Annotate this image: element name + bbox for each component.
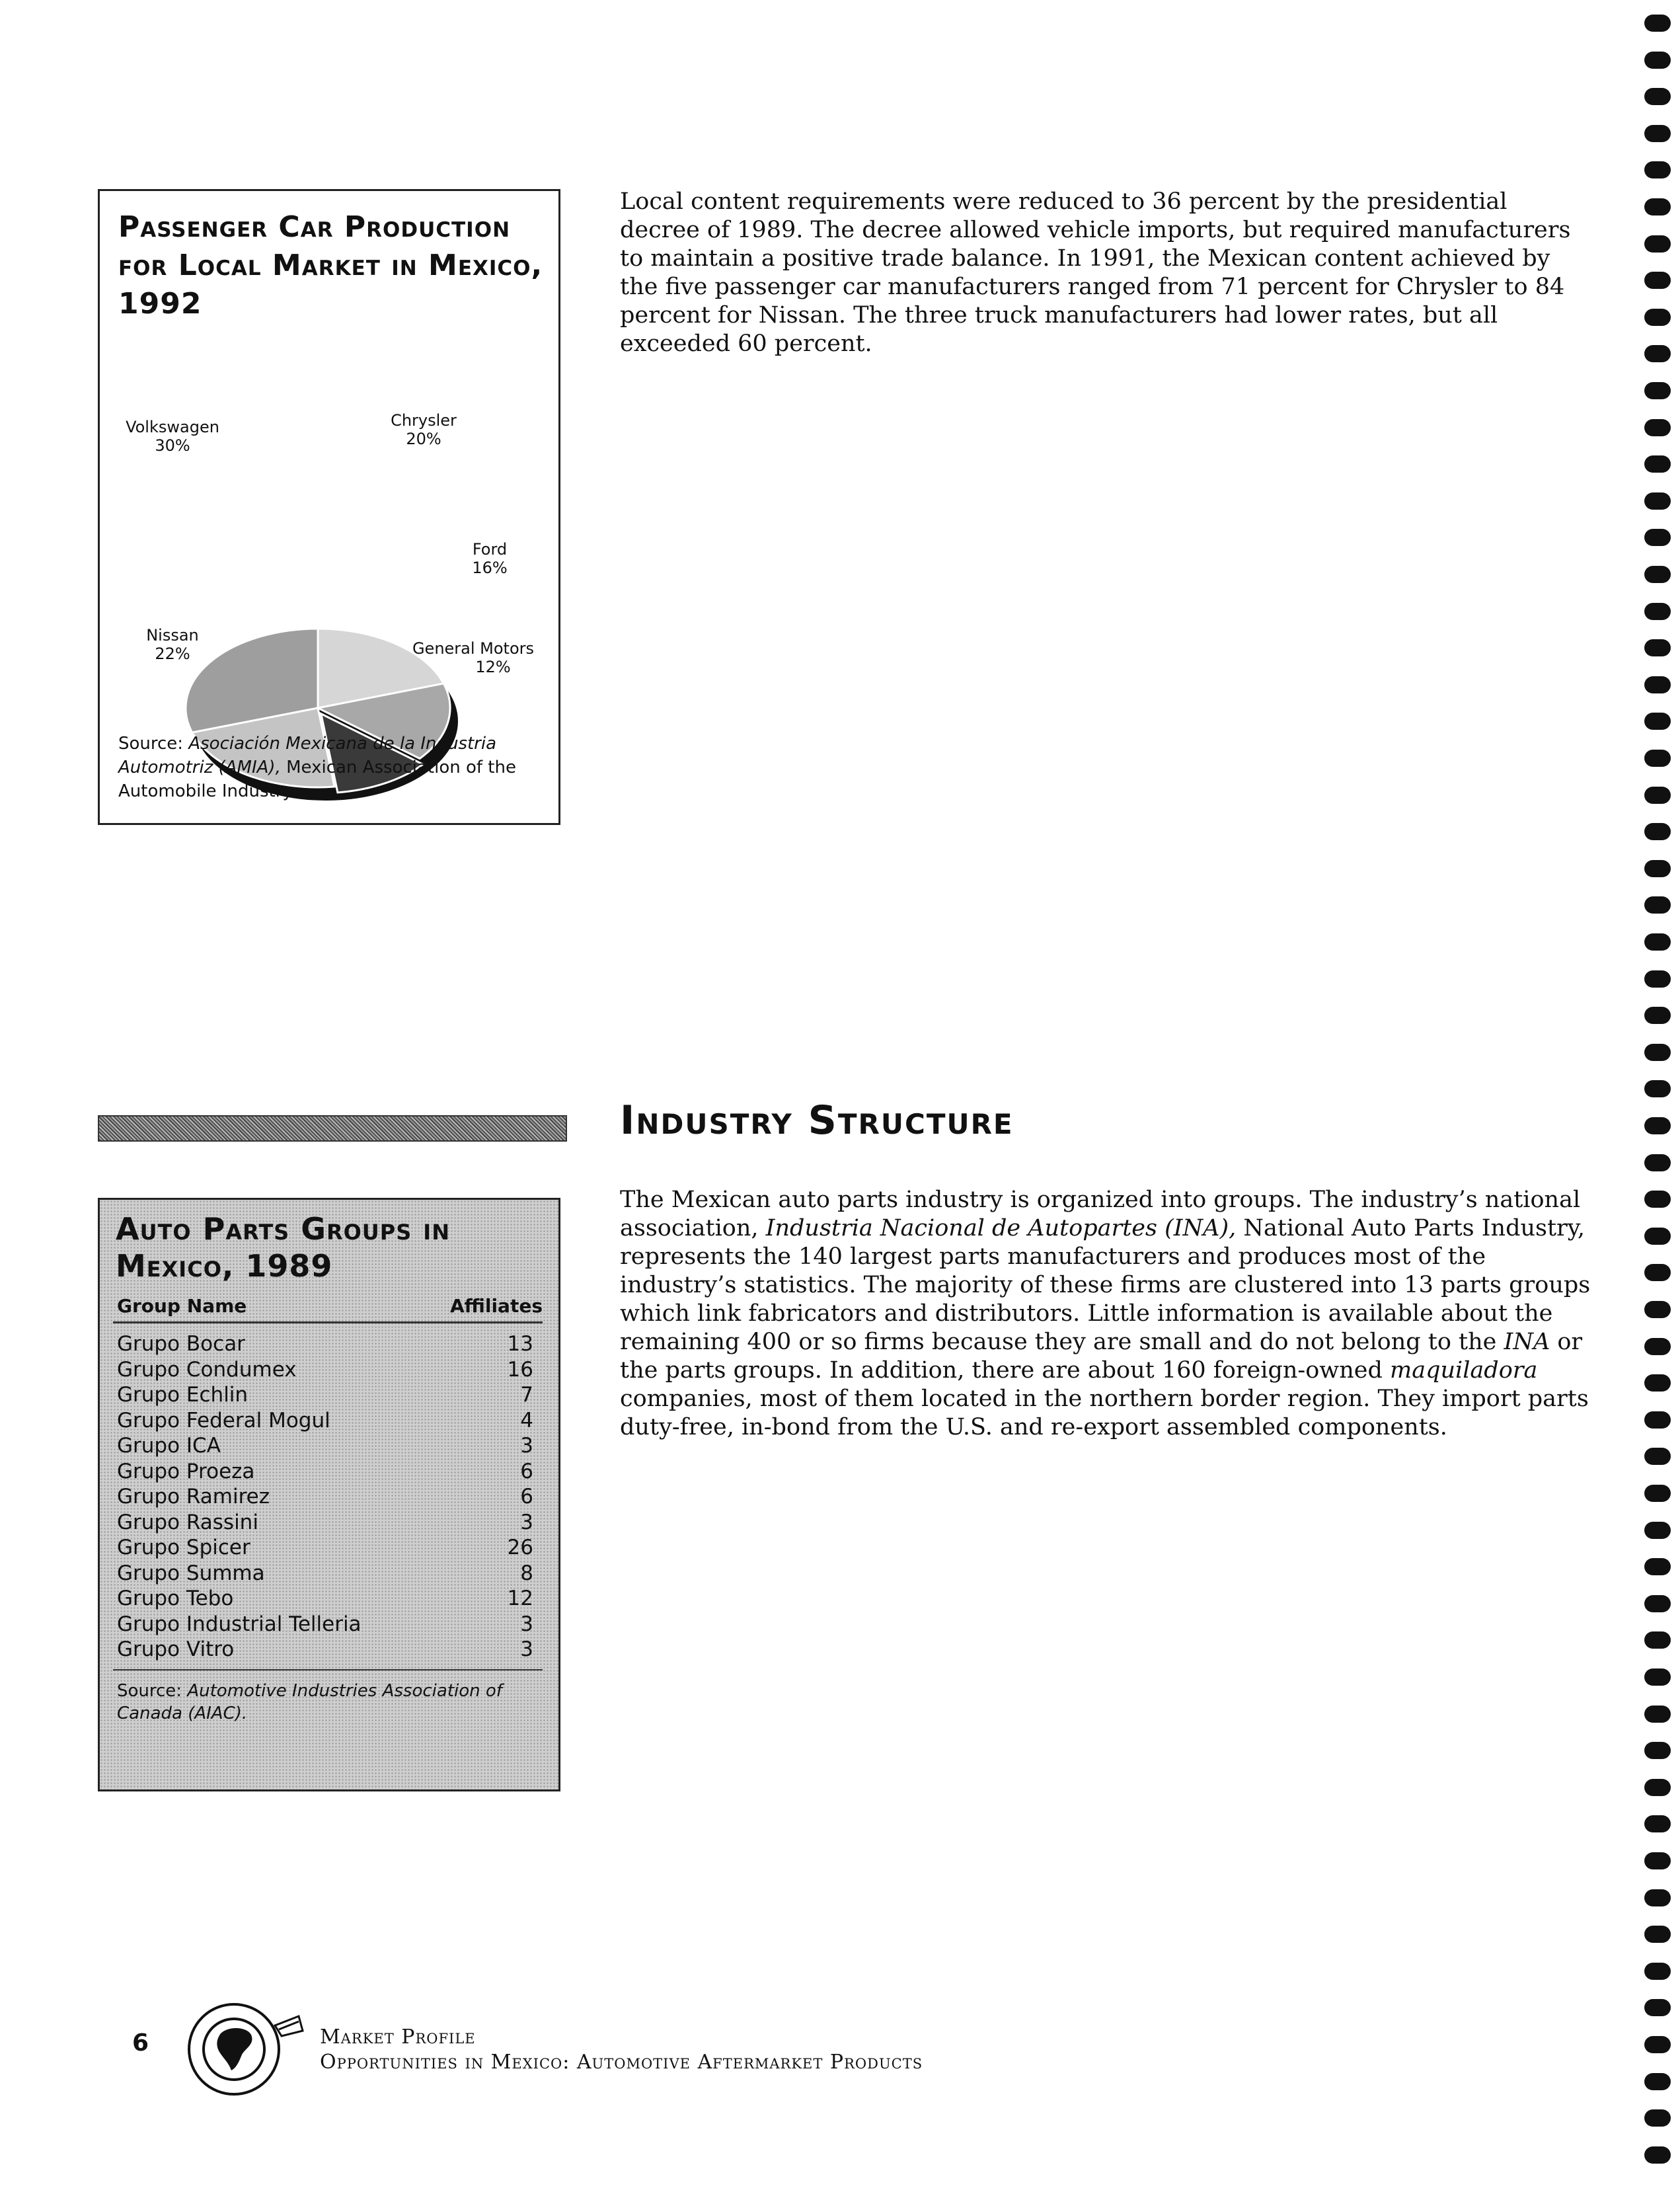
binding-hole: [1644, 2146, 1671, 2164]
north-america-globe-logo: [182, 1996, 308, 2102]
group-name-cell: Grupo Industrial Telleria: [117, 1612, 362, 1636]
binding-hole: [1644, 787, 1671, 804]
table-divider: [113, 1669, 543, 1670]
binding-hole: [1644, 750, 1671, 767]
binding-hole: [1644, 382, 1671, 399]
binding-hole: [1644, 603, 1671, 620]
binding-hole: [1644, 15, 1671, 32]
binding-hole: [1644, 1191, 1671, 1208]
binding-hole: [1644, 1706, 1671, 1723]
binding-hole: [1644, 2073, 1671, 2090]
pie-label-name: Chrysler: [391, 411, 457, 430]
binding-hole: [1644, 1411, 1671, 1429]
decorative-bar: [98, 1115, 567, 1142]
binding-hole: [1644, 1963, 1671, 1980]
binding-hole: [1644, 639, 1671, 656]
table-row: [117, 1612, 533, 1638]
affiliates-cell: 16: [507, 1357, 533, 1382]
footer-publication-title: Opportunities in Mexico: Automotive Aftermarket Products: [320, 2051, 923, 2074]
binding-hole: [1644, 1044, 1671, 1061]
pie-chart-source: Source: Asociación Mexicana de la Industria Automotriz (AMIA), Mexican Association of the Automobile Industry.: [118, 734, 516, 801]
table-row: [117, 1460, 533, 1485]
binding-hole: [1644, 823, 1671, 840]
table-row: [117, 1383, 533, 1409]
group-name-cell: Grupo Summa: [117, 1561, 265, 1585]
column-header-group-name: Group Name: [117, 1295, 247, 1317]
binding-hole: [1644, 1154, 1671, 1171]
auto-parts-table-title: Auto Parts Groups in Mexico, 1989: [116, 1211, 450, 1284]
affiliates-cell: 6: [520, 1459, 533, 1483]
binding-hole: [1644, 1228, 1671, 1245]
binding-hole: [1644, 1999, 1671, 2016]
binding-hole: [1644, 529, 1671, 546]
industry-structure-paragraph: The Mexican auto parts industry is organized into groups. The industry’s national association, Industria Nacional de Autopartes (INA), National Auto Parts Industry, represents the 140 largest parts manufacturers and produces most of the industry’s statistics. The majority of these firms are clustered into 13 parts groups which link fabricators and distributors. Little information is available about the remaining 400 or so firms because they are small and do not belong to the INA or the parts groups. In addition, there are about 160 foreign-owned maquiladora companies, most of them located in the northern border region. They import parts duty-free, in-bond from the U.S. and re-export assembled components.: [620, 1187, 1591, 1440]
binding-hole: [1644, 52, 1671, 69]
auto-parts-table-box: [98, 1198, 560, 1791]
pie-label-value: 30%: [155, 436, 190, 455]
binding-hole: [1644, 198, 1671, 216]
binding-hole: [1644, 896, 1671, 914]
binding-hole: [1644, 1007, 1671, 1024]
binding-hole: [1644, 1668, 1671, 1686]
binding-hole: [1644, 713, 1671, 730]
pie-chart-title: Passenger Car Production for Local Market in Mexico, 1992: [118, 210, 543, 321]
pie-label-name: General Motors: [412, 639, 535, 658]
binding-hole: [1644, 125, 1671, 142]
binding-hole: [1644, 1448, 1671, 1465]
affiliates-cell: 6: [520, 1485, 533, 1509]
affiliates-cell: 4: [520, 1408, 533, 1433]
binding-hole: [1644, 492, 1671, 510]
binding-hole: [1644, 1595, 1671, 1612]
table-row: [117, 1358, 533, 1384]
column-header-affiliates: Affiliates: [449, 1295, 543, 1317]
binding-hole: [1644, 1374, 1671, 1392]
table-row: [117, 1536, 533, 1561]
group-name-cell: Grupo Vitro: [117, 1637, 235, 1661]
binding-hole: [1644, 933, 1671, 951]
spiral-binding: [1644, 0, 1671, 2198]
pie-label-value: 16%: [472, 559, 508, 577]
affiliates-cell: 3: [520, 1612, 533, 1636]
affiliates-cell: 3: [520, 1434, 533, 1458]
table-row: [117, 1587, 533, 1612]
binding-hole: [1644, 1301, 1671, 1318]
binding-hole: [1644, 2109, 1671, 2127]
binding-hole: [1644, 2036, 1671, 2053]
binding-hole: [1644, 345, 1671, 362]
pie-label-name: Nissan: [146, 626, 199, 645]
table-row: [117, 1434, 533, 1460]
binding-hole: [1644, 970, 1671, 988]
binding-hole: [1644, 1558, 1671, 1575]
affiliates-cell: 3: [520, 1510, 533, 1534]
binding-hole: [1644, 860, 1671, 877]
binding-hole: [1644, 566, 1671, 583]
group-name-cell: Grupo Proeza: [117, 1459, 255, 1483]
affiliates-cell: 7: [520, 1383, 533, 1407]
pie-label-name: Volkswagen: [126, 418, 219, 436]
binding-hole: [1644, 235, 1671, 253]
binding-hole: [1644, 1742, 1671, 1759]
local-content-paragraph: Local content requirements were reduced to 36 percent by the presidential decree of 1989. The decree allowed vehicle imports, but required manufacturers to maintain a positive trade balance. In 1991, the Mexican content achieved by the five passenger car manufacturers ranged from 71 percent for Chrysler to 84 percent for Nissan. The three truck manufacturers had lower rates, but all exceeded 60 percent.: [620, 188, 1571, 357]
group-name-cell: Grupo Echlin: [117, 1383, 248, 1407]
binding-hole: [1644, 1485, 1671, 1502]
binding-hole: [1644, 161, 1671, 178]
binding-hole: [1644, 1631, 1671, 1649]
binding-hole: [1644, 1926, 1671, 1943]
binding-hole: [1644, 676, 1671, 693]
binding-hole: [1644, 309, 1671, 326]
industry-structure-heading: Industry Structure: [620, 1097, 1014, 1144]
affiliates-cell: 26: [507, 1536, 533, 1559]
binding-hole: [1644, 88, 1671, 105]
binding-hole: [1644, 1080, 1671, 1097]
binding-hole: [1644, 1338, 1671, 1355]
table-row: [117, 1332, 533, 1358]
binding-hole: [1644, 1852, 1671, 1869]
group-name-cell: Grupo Spicer: [117, 1536, 250, 1559]
table-row: [117, 1561, 533, 1587]
binding-hole: [1644, 1264, 1671, 1281]
affiliates-cell: 12: [507, 1587, 533, 1610]
affiliates-cell: 3: [520, 1637, 533, 1661]
group-name-cell: Grupo Rassini: [117, 1510, 258, 1534]
pie-label-name: Ford: [472, 540, 508, 559]
pie-label-value: 20%: [406, 430, 441, 448]
binding-hole: [1644, 1779, 1671, 1796]
table-header: [113, 1292, 543, 1323]
pie-chart-box: [98, 189, 560, 825]
table-row: [117, 1637, 533, 1663]
table-row: [117, 1409, 533, 1434]
auto-parts-table-source: Source: Automotive Industries Association of Canada (AIAC).: [117, 1681, 502, 1723]
table-body: [117, 1332, 533, 1663]
table-row: [117, 1511, 533, 1536]
page-number: 6: [132, 2029, 149, 2057]
binding-hole: [1644, 1815, 1671, 1832]
binding-hole: [1644, 419, 1671, 436]
affiliates-cell: 8: [520, 1561, 533, 1585]
group-name-cell: Grupo Ramirez: [117, 1485, 270, 1509]
binding-hole: [1644, 1117, 1671, 1134]
group-name-cell: Grupo ICA: [117, 1434, 221, 1458]
pie-label-value: 12%: [475, 658, 511, 676]
binding-hole: [1644, 1522, 1671, 1539]
binding-hole: [1644, 455, 1671, 473]
binding-hole: [1644, 1889, 1671, 1906]
pie-label-value: 22%: [155, 645, 190, 663]
group-name-cell: Grupo Federal Mogul: [117, 1408, 330, 1433]
binding-hole: [1644, 272, 1671, 289]
group-name-cell: Grupo Condumex: [117, 1357, 297, 1382]
table-row: [117, 1485, 533, 1511]
affiliates-cell: 13: [507, 1332, 533, 1356]
group-name-cell: Grupo Tebo: [117, 1587, 234, 1610]
group-name-cell: Grupo Bocar: [117, 1332, 245, 1356]
footer-publication-type: Market Profile: [320, 2025, 476, 2049]
